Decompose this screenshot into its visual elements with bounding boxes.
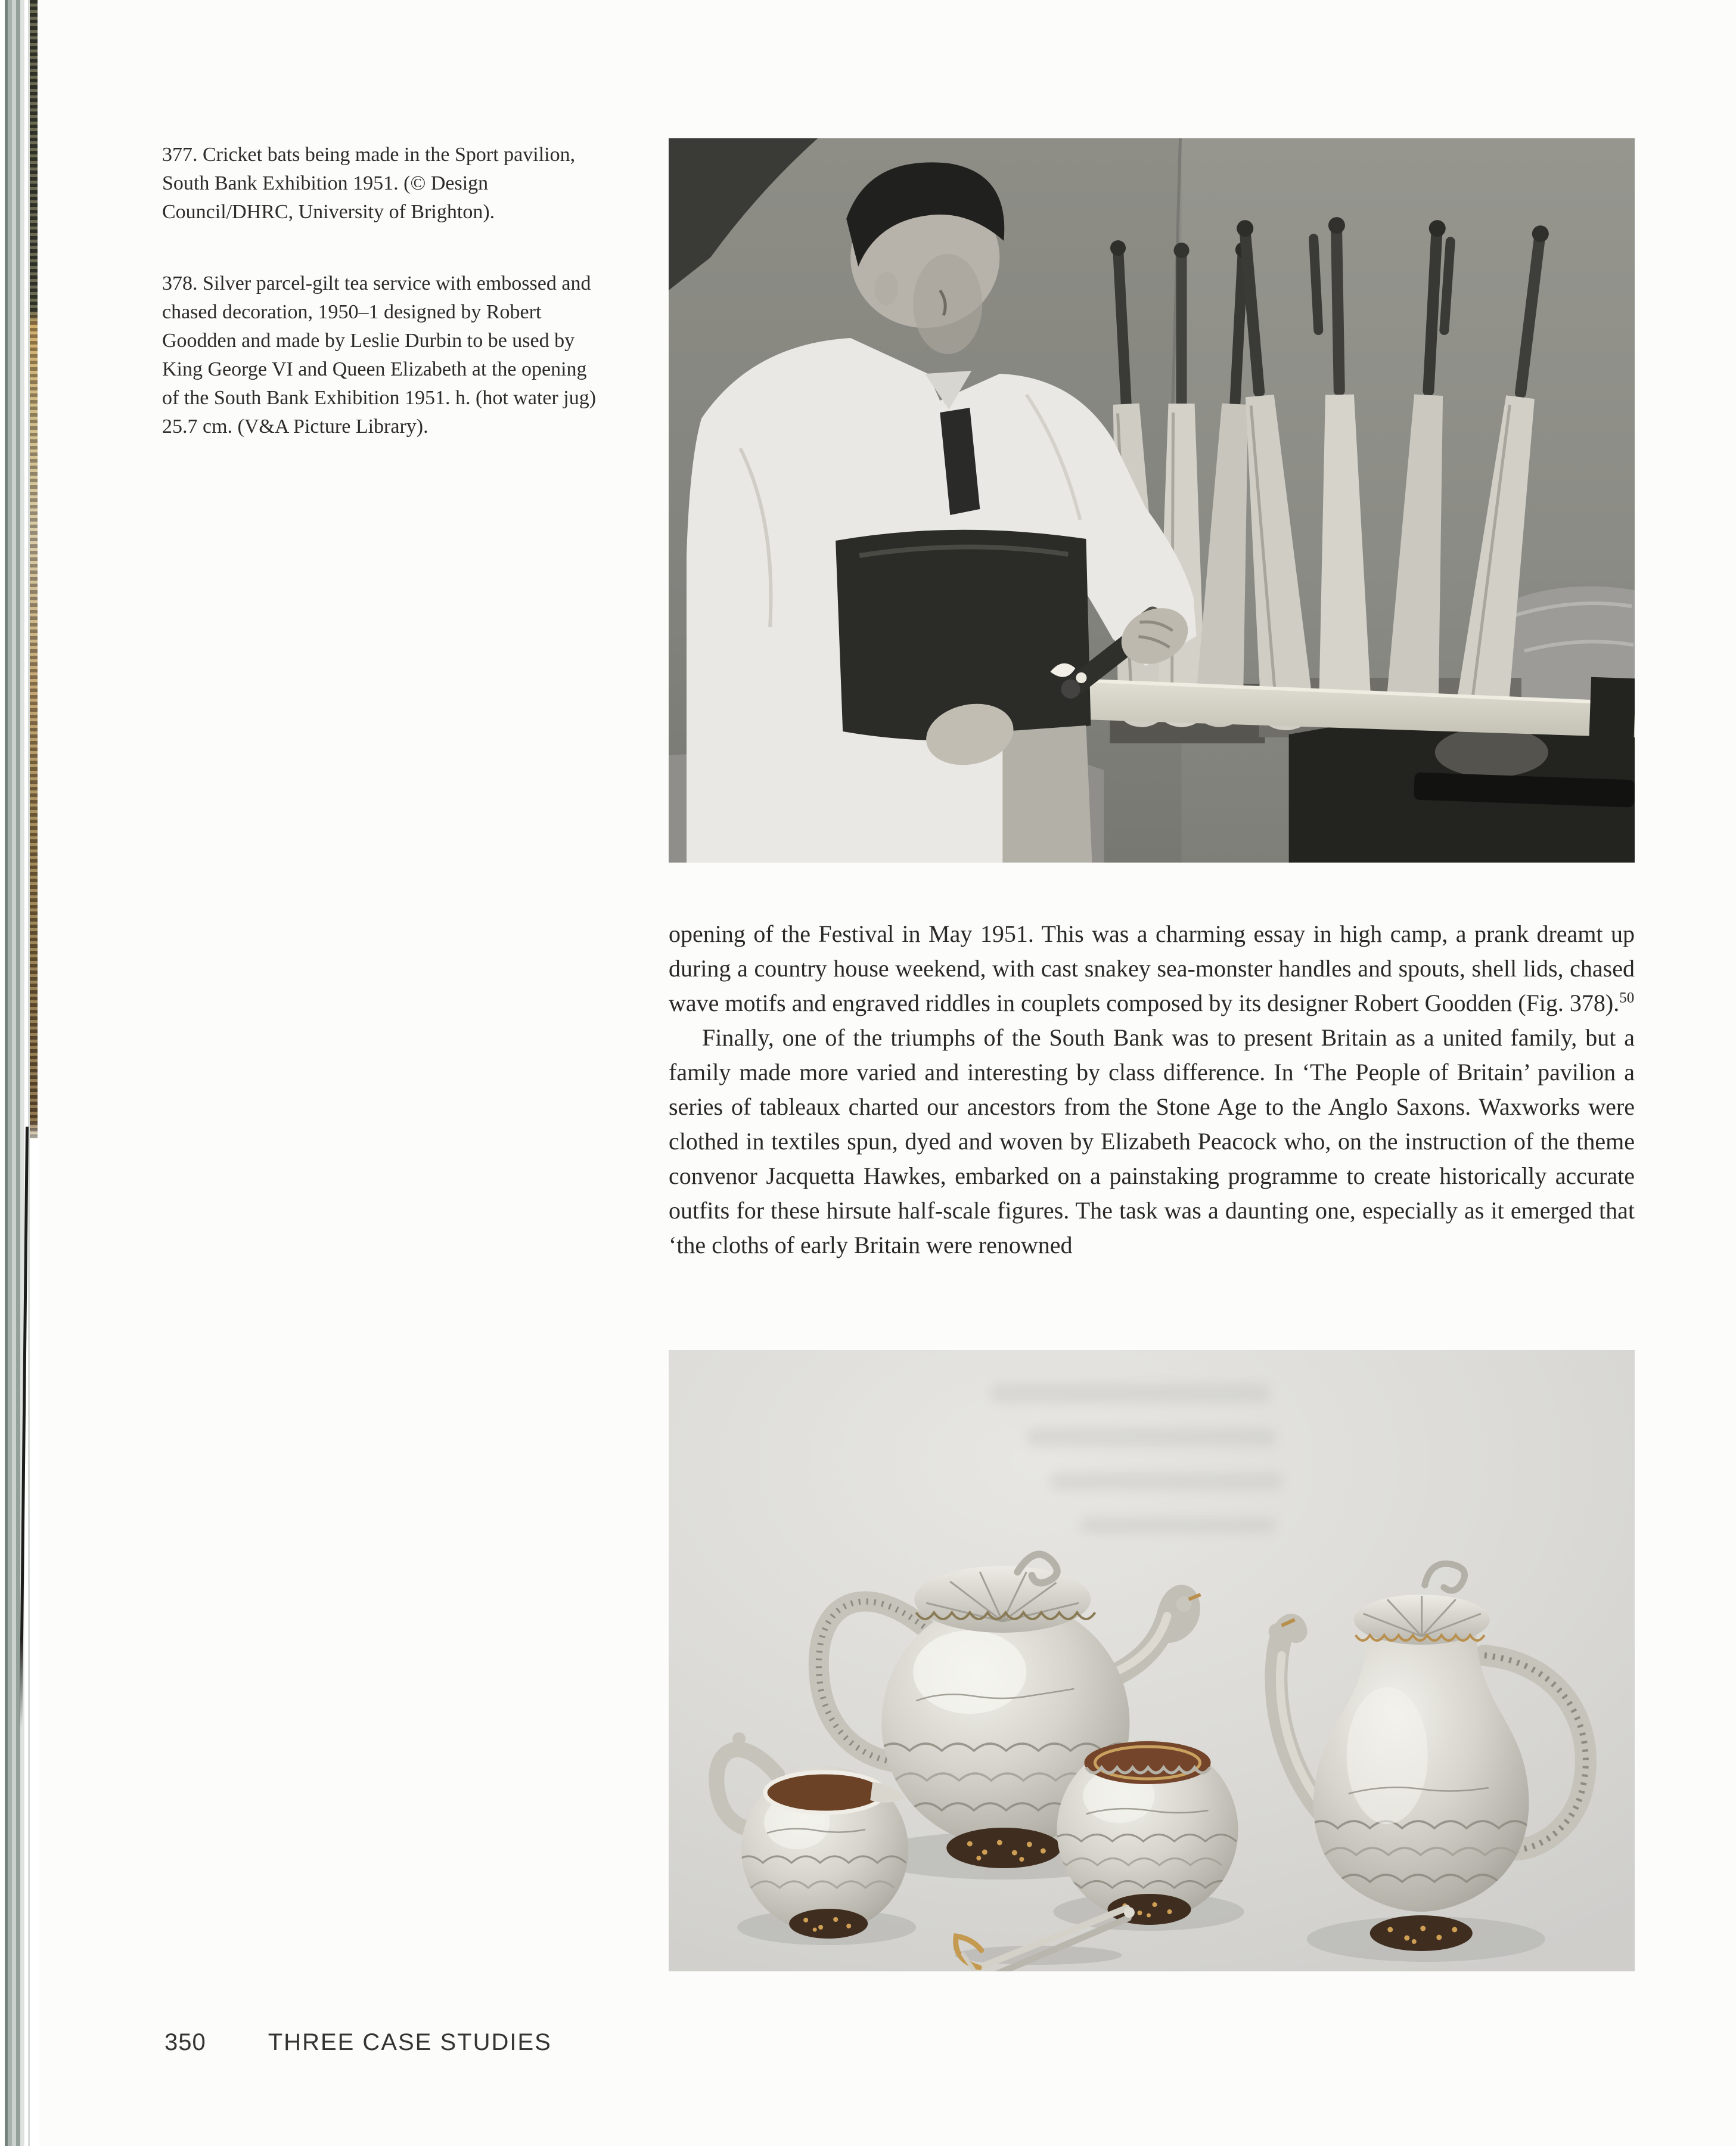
caption-fig-377: 377. Cricket bats being made in the Sport pavilion, South Bank Exhibition 1951. (© Design Council/DHRC, University of Brighton). <box>162 144 576 223</box>
page-edge-flecks <box>30 0 38 1139</box>
silver-tea-service-illustration <box>669 1350 1635 1971</box>
paragraph-finally: Finally, one of the triumphs of the South Bank was to present Britain as a united family, but a family made more varied and interesting by class difference. In ‘The People of Britain’ pavilion a series of tableaux charted our ancestors from the Stone Age to the Anglo Saxons. Waxworks were clothed in textiles spun, dyed and woven by Elizabeth Peacock who, on the instruction of the theme convenor Jacquetta Hawkes, embarked on a painstaking programme to create historically accurate outfits for these hirsute half-scale figures. The task was a daunting one, especially as it emerged that ‘the cloths of early Britain were renowned <box>669 1024 1635 1258</box>
page-number: 350 <box>164 2029 206 2055</box>
paragraph-opening-text: opening of the Festival in May 1951. This was a charming essay in high camp, a prank dreamt up during a country house weekend, with cast snakey sea-monster handles and spouts, shell lids, chased wave motifs and engraved riddles in couplets composed by its designer Robert Goodden (Fig. 378). <box>669 920 1635 1016</box>
teapot-foot <box>946 1828 1061 1868</box>
running-title: THREE CASE STUDIES <box>268 2029 552 2055</box>
coffee-foot <box>1370 1915 1473 1951</box>
figure-377-photo <box>669 138 1635 863</box>
book-spine-edge <box>0 0 39 2146</box>
figure-378-photo <box>669 1350 1635 1971</box>
body-text-column <box>669 917 1635 1263</box>
figure-captions <box>162 141 608 441</box>
page-edge-line <box>19 1127 29 1729</box>
cricket-bat-workshop-illustration <box>669 138 1635 863</box>
footnote-ref-50: 50 <box>1619 990 1635 1006</box>
creamer-foot <box>789 1909 868 1939</box>
caption-fig-378: 378. Silver parcel-gilt tea service with embossed and chased decoration, 1950–1 designed by Robert Goodden and made by Leslie Durbin to be used by King George VI and Queen Elizabeth at the opening of the South Bank Exhibition 1951. h. (hot water jug) 25.7 cm. (V&A Picture Library). <box>162 272 597 438</box>
page-footer <box>164 2028 552 2057</box>
teapot-lid <box>914 1566 1091 1633</box>
paragraph-opening <box>669 917 1635 1021</box>
